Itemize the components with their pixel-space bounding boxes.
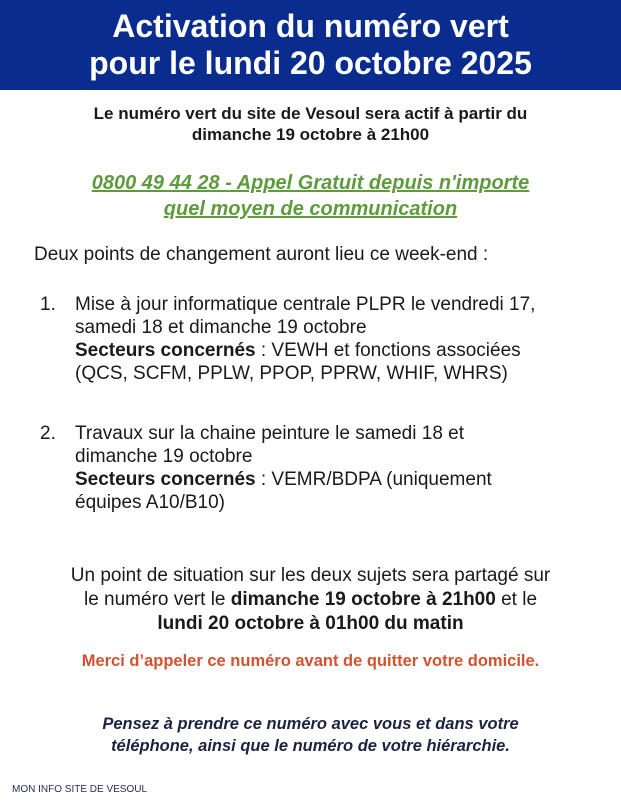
sectors-label: Secteurs concernés bbox=[75, 469, 256, 490]
phone-number-line-2: quel moyen de communication bbox=[163, 198, 458, 220]
sectors-label: Secteurs concernés bbox=[75, 340, 256, 361]
sectors-line bbox=[75, 339, 600, 362]
situation-line-3 bbox=[0, 612, 621, 636]
situation-first-time: dimanche 19 octobre à 21h00 bbox=[230, 589, 496, 610]
list-item bbox=[40, 422, 600, 514]
list-item-line-1: Travaux sur la chaine peinture le samedi 18 et bbox=[75, 423, 465, 444]
situation-second-time: lundi 20 octobre à 01h00 du matin bbox=[157, 613, 464, 634]
sectors-value: : VEWH et fonctions associées bbox=[255, 340, 521, 361]
activation-notice-line-2: dimanche 19 octobre à 21h00 bbox=[191, 125, 430, 144]
situation-line-2-suffix: et le bbox=[495, 589, 538, 610]
reminder bbox=[0, 713, 621, 757]
sectors-line bbox=[75, 468, 600, 491]
activation-notice bbox=[0, 103, 621, 145]
title-line-2: pour le lundi 20 octobre 2025 bbox=[89, 45, 532, 81]
title-line-1: Activation du numéro vert bbox=[112, 8, 509, 44]
sectors-value: : VEMR/BDPA (uniquement bbox=[255, 469, 492, 490]
list-item bbox=[40, 293, 600, 385]
phone-number-line-1: 0800 49 44 28 - Appel Gratuit depuis n'importe bbox=[91, 172, 530, 194]
reminder-line-1: Pensez à prendre ce numéro avec vous et dans votre bbox=[102, 715, 519, 733]
activation-notice-line-1: Le numéro vert du site de Vesoul sera actif à partir du bbox=[93, 104, 528, 123]
list-item-line-1: Mise à jour informatique centrale PLPR le vendredi 17, bbox=[75, 294, 536, 315]
changes-intro: Deux points de changement auront lieu ce week-end : bbox=[34, 244, 489, 265]
situation-line-2-prefix: le numéro vert le bbox=[83, 589, 231, 610]
list-item-number: 2. bbox=[40, 423, 56, 444]
sectors-line-2: équipes A10/B10) bbox=[75, 492, 226, 513]
title-banner bbox=[0, 0, 621, 90]
phone-number-block bbox=[0, 170, 621, 222]
list-item-number: 1. bbox=[40, 294, 56, 315]
list-item-body bbox=[75, 293, 600, 385]
sectors-line-2: (QCS, SCFM, PPLW, PPOP, PPRW, WHIF, WHRS) bbox=[75, 363, 508, 384]
situation-update bbox=[0, 564, 621, 636]
footer-source: MON INFO SITE DE VESOUL bbox=[12, 784, 148, 795]
list-item-line-2: samedi 18 et dimanche 19 octobre bbox=[75, 317, 367, 338]
list-item-line-2: dimanche 19 octobre bbox=[75, 446, 253, 467]
call-request: Merci d’appeler ce numéro avant de quitter votre domicile. bbox=[81, 652, 540, 670]
reminder-line-2: téléphone, ainsi que le numéro de votre hiérarchie. bbox=[111, 737, 510, 755]
situation-line-2 bbox=[0, 588, 621, 612]
situation-line-1: Un point de situation sur les deux sujets sera partagé sur bbox=[70, 565, 551, 586]
list-item-body bbox=[75, 422, 600, 514]
